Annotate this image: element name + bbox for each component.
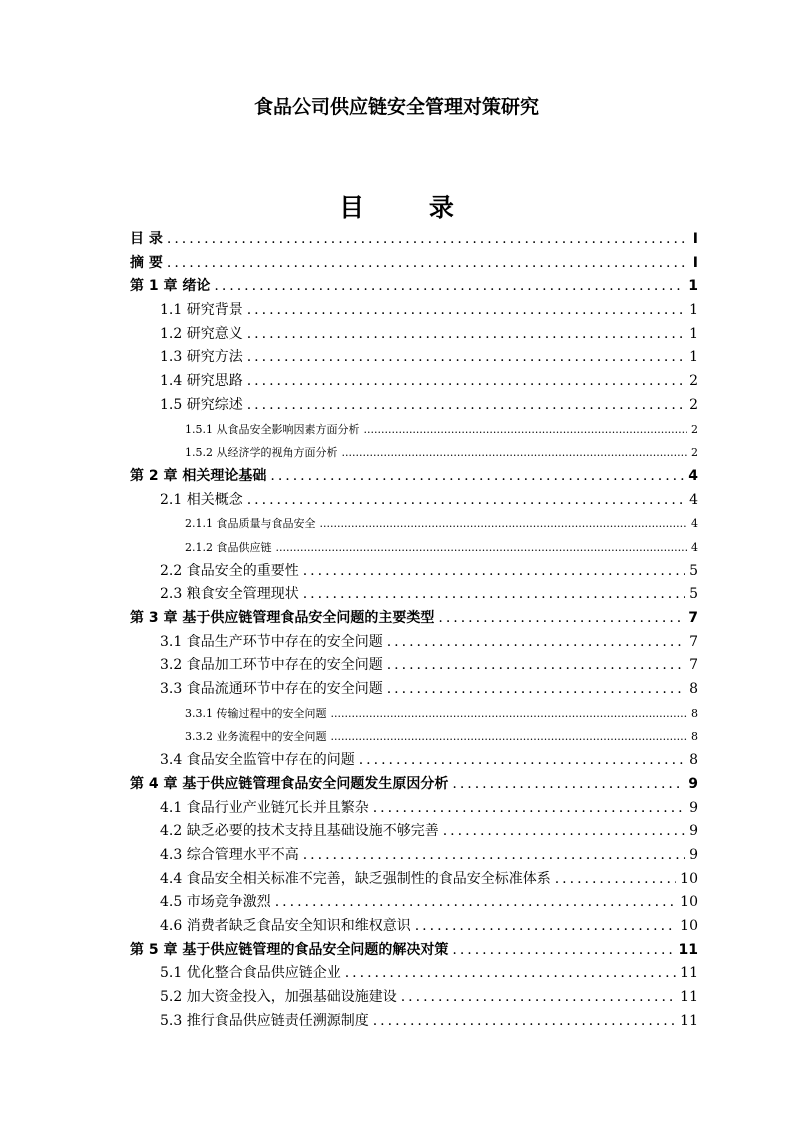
toc-entry[interactable] <box>130 252 698 276</box>
toc-entry-page-number: 7 <box>689 633 698 650</box>
toc-entry-page-number: 11 <box>678 941 698 958</box>
dot-leader <box>331 702 688 726</box>
toc-entry-label: 3.1 食品生产环节中存在的安全问题 <box>160 633 383 650</box>
toc-entry[interactable] <box>130 702 698 726</box>
dot-leader <box>342 441 688 465</box>
toc-entry-label: 2.2 食品安全的重要性 <box>160 562 299 579</box>
toc-entry[interactable] <box>130 418 698 442</box>
toc-entry[interactable] <box>130 962 698 986</box>
dot-leader <box>270 465 684 489</box>
toc-entry-label: 第 1 章 绪论 <box>130 278 211 295</box>
dot-leader <box>452 939 674 963</box>
toc-entry-label: 1.1 研究背景 <box>160 302 243 319</box>
toc-entry-page-number: 11 <box>680 965 698 982</box>
toc-entry-page-number: 1 <box>689 302 698 319</box>
toc-entry-label: 1.5.1 从食品安全影响因素方面分析 <box>185 422 360 436</box>
dot-leader <box>214 275 684 299</box>
dot-leader <box>401 986 676 1010</box>
toc-entry-label: 3.3.1 传输过程中的安全问题 <box>185 706 327 720</box>
toc-entry-page-number: 10 <box>680 917 698 934</box>
dot-leader <box>331 725 688 749</box>
toc-entry[interactable] <box>130 536 698 560</box>
dot-leader <box>320 512 688 536</box>
dot-leader <box>247 370 685 394</box>
toc-entry[interactable] <box>130 489 698 513</box>
toc-entry-label: 4.2 缺乏必要的技术支持且基础设施不够完善 <box>160 823 439 840</box>
toc-entry[interactable] <box>130 939 698 963</box>
toc-entry-label: 第 3 章 基于供应链管理食品安全问题的主要类型 <box>130 610 435 626</box>
toc-entry-page-number: I <box>692 254 698 271</box>
toc-entry-label: 2.3 粮食安全管理现状 <box>160 586 299 603</box>
document-title: 食品公司供应链安全管理对策研究 <box>253 96 539 118</box>
dot-leader <box>276 536 688 560</box>
toc-entry-page-number: 10 <box>680 870 698 887</box>
dot-leader <box>247 489 685 513</box>
toc-entry[interactable] <box>130 986 698 1010</box>
dot-leader <box>247 299 685 323</box>
toc-entry[interactable] <box>130 654 698 678</box>
toc-entry-label: 4.5 市场竞争激烈 <box>160 894 271 911</box>
dot-leader <box>387 678 685 702</box>
toc-entry-page-number: 2 <box>689 396 698 413</box>
toc-entry-page-number: 9 <box>689 846 698 863</box>
toc-entry[interactable] <box>130 773 698 797</box>
toc-entry-label: 2.1 相关概念 <box>160 491 243 508</box>
toc-entry-label: 1.3 研究方法 <box>160 349 243 366</box>
toc-entry-page-number: 5 <box>689 562 698 579</box>
toc-entry-page-number: 1 <box>689 349 698 366</box>
toc-entry-page-number: 9 <box>688 775 698 792</box>
dot-leader <box>438 607 684 631</box>
dot-leader <box>415 915 676 939</box>
dot-leader <box>443 820 685 844</box>
dot-leader <box>452 773 684 797</box>
toc-entry-page-number: 8 <box>689 681 698 698</box>
toc-entry[interactable] <box>130 868 698 892</box>
toc-entry-page-number: 9 <box>689 823 698 840</box>
toc-entry-page-number: 8 <box>689 752 698 769</box>
toc-entry-label: 5.3 推行食品供应链责任溯源制度 <box>160 1012 369 1029</box>
toc-entry-page-number: 11 <box>680 989 698 1005</box>
toc-entry-label: 第 4 章 基于供应链管理食品安全问题发生原因分析 <box>130 775 449 792</box>
toc-entry[interactable] <box>130 275 698 299</box>
toc-entry[interactable] <box>130 749 698 773</box>
toc-entry-label: 4.1 食品行业产业链冗长并且繁杂 <box>160 799 369 816</box>
toc-entry-page-number: 7 <box>689 657 698 674</box>
toc-heading: 目 录 <box>339 193 482 222</box>
toc-entry-page-number: I <box>692 231 698 247</box>
toc-entry[interactable] <box>130 228 698 252</box>
toc-entry-page-number: 4 <box>689 491 698 508</box>
toc-entry[interactable] <box>130 370 698 394</box>
dot-leader <box>387 654 685 678</box>
toc-entry-label: 4.6 消费者缺乏食品安全知识和维权意识 <box>160 917 411 934</box>
toc-entry-label: 第 5 章 基于供应链管理的食品安全问题的解决对策 <box>130 941 449 958</box>
dot-leader <box>555 868 676 892</box>
toc-entry-page-number: 4 <box>691 517 698 531</box>
dot-leader <box>303 560 685 584</box>
toc-entry-label: 3.3 食品流通环节中存在的安全问题 <box>160 681 383 698</box>
dot-leader <box>303 844 685 868</box>
toc-entry-label: 4.4 食品安全相关标准不完善，缺乏强制性的食品安全标准体系 <box>160 870 551 887</box>
toc-entry-page-number: 2 <box>691 446 698 460</box>
toc-entry-page-number: 2 <box>689 373 698 390</box>
dot-leader <box>247 323 685 347</box>
toc-entry-label: 4.3 综合管理水平不高 <box>160 846 299 863</box>
toc-entry[interactable] <box>130 820 698 844</box>
toc-entry-label: 摘 要 <box>130 254 163 271</box>
toc-entry-label: 5.1 优化整合食品供应链企业 <box>160 965 341 982</box>
toc-entry[interactable] <box>130 441 698 465</box>
toc-entry-page-number: 4 <box>691 540 698 554</box>
toc-entry-page-number: 2 <box>691 422 698 436</box>
toc-entry-label: 3.2 食品加工环节中存在的安全问题 <box>160 657 383 674</box>
toc-entry-page-number: 5 <box>689 586 698 603</box>
toc-entry-label: 1.4 研究思路 <box>160 373 243 390</box>
toc-entry[interactable] <box>130 725 698 749</box>
toc-entry-label: 第 2 章 相关理论基础 <box>130 467 267 484</box>
toc-entry-page-number: 1 <box>688 278 698 295</box>
toc-entry[interactable] <box>130 583 698 607</box>
dot-leader <box>387 631 685 655</box>
dot-leader <box>359 749 685 773</box>
dot-leader <box>167 252 689 276</box>
toc-entry[interactable] <box>130 560 698 584</box>
toc-entry[interactable] <box>130 607 698 631</box>
toc-entry-label: 1.2 研究意义 <box>160 325 243 342</box>
dot-leader <box>303 583 685 607</box>
toc-entry[interactable] <box>130 299 698 323</box>
toc-entry-label: 目 录 <box>130 231 163 247</box>
toc-entry-page-number: 8 <box>691 730 698 744</box>
dot-leader <box>247 394 685 418</box>
toc-entry[interactable] <box>130 512 698 536</box>
toc-entry-label: 5.2 加大资金投入，加强基础设施建设 <box>160 989 397 1005</box>
toc-entry[interactable] <box>130 891 698 915</box>
dot-leader <box>363 418 687 442</box>
dot-leader <box>373 797 685 821</box>
toc-entry[interactable] <box>130 323 698 347</box>
toc-entry-label: 1.5.2 从经济学的视角方面分析 <box>185 446 338 460</box>
toc-entry-label: 3.4 食品安全监管中存在的问题 <box>160 752 355 769</box>
toc-entry-page-number: 8 <box>691 706 698 720</box>
toc-entry[interactable] <box>130 678 698 702</box>
toc-entry-label: 2.1.1 食品质量与食品安全 <box>185 517 316 531</box>
toc-entry-label: 1.5 研究综述 <box>160 396 243 413</box>
toc-entry[interactable] <box>130 1010 698 1034</box>
toc-entry[interactable] <box>130 465 698 489</box>
toc-entry[interactable] <box>130 844 698 868</box>
toc-entry[interactable] <box>130 631 698 655</box>
toc-entry-page-number: 4 <box>688 467 698 484</box>
toc-entry[interactable] <box>130 915 698 939</box>
dot-leader <box>345 962 676 986</box>
toc-entry-page-number: 7 <box>688 610 698 626</box>
table-of-contents <box>130 228 698 1033</box>
dot-leader <box>275 891 676 915</box>
dot-leader <box>247 346 685 370</box>
dot-leader <box>373 1010 676 1034</box>
toc-entry[interactable] <box>130 394 698 418</box>
dot-leader <box>167 228 689 252</box>
toc-entry-page-number: 1 <box>689 325 698 342</box>
toc-entry[interactable] <box>130 797 698 821</box>
toc-entry-label: 2.1.2 食品供应链 <box>185 540 272 554</box>
toc-entry-page-number: 9 <box>689 799 698 816</box>
toc-entry-page-number: 11 <box>680 1012 698 1029</box>
toc-entry-label: 3.3.2 业务流程中的安全问题 <box>185 730 327 744</box>
toc-entry[interactable] <box>130 346 698 370</box>
toc-entry-page-number: 10 <box>680 894 698 911</box>
